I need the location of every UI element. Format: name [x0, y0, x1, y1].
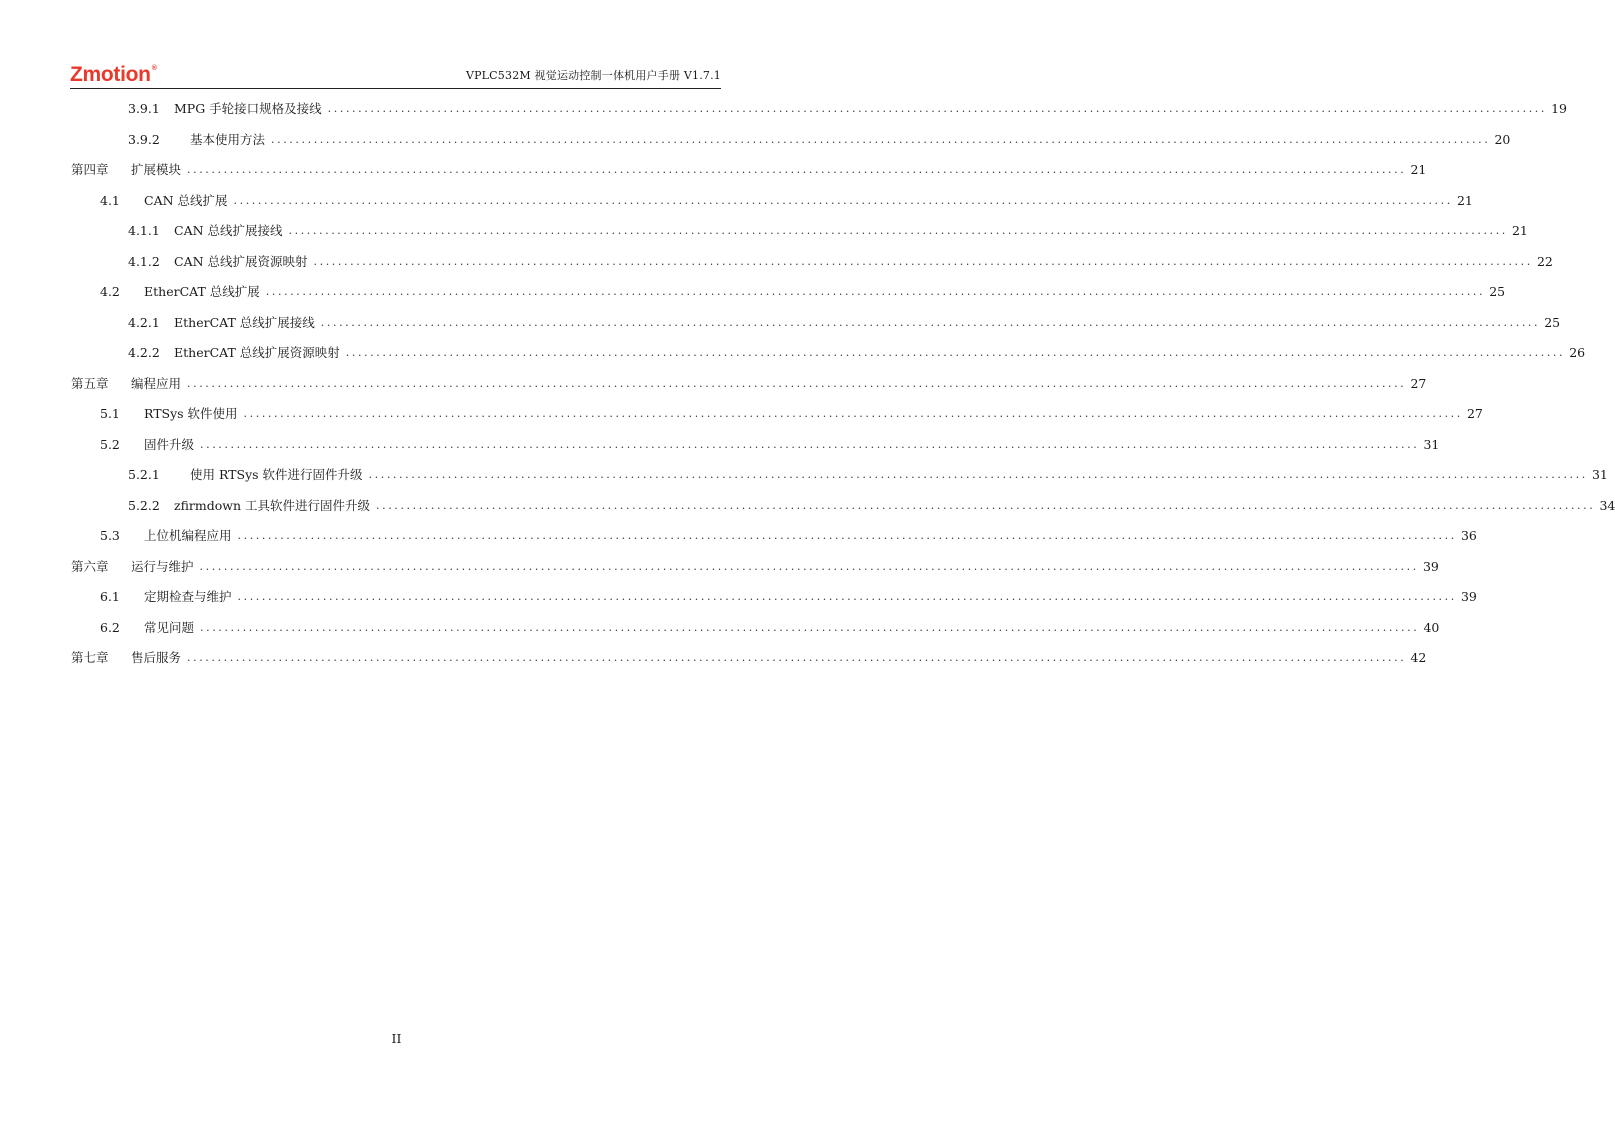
toc-entry[interactable]	[128, 497, 1615, 515]
toc-entry-page: 42	[1410, 650, 1427, 665]
toc-entry-page: 19	[1551, 101, 1567, 116]
toc-entry-title: 运行与维护	[131, 558, 194, 574]
toc-entry-number: 5.2	[100, 436, 120, 452]
page-header	[70, 60, 721, 89]
toc-entry-number: 3.9.2	[128, 131, 160, 147]
toc-entry[interactable]	[71, 649, 1427, 667]
dot-leader: ........................................................................................................................................................................................................	[320, 315, 1541, 329]
toc-entry-page: 31	[1591, 467, 1608, 482]
toc-entry-title: 编程应用	[131, 375, 182, 391]
toc-entry-title: EtherCAT 总线扩展接线	[174, 314, 315, 330]
toc-entry[interactable]	[128, 253, 1553, 271]
zmotion-logo	[70, 60, 157, 87]
toc-entry-title: CAN 总线扩展资源映射	[174, 253, 308, 269]
toc-entry-title: zfirmdown 工具软件进行固件升级	[174, 497, 371, 513]
toc-entry[interactable]	[100, 405, 1483, 423]
toc-entry-page: 22	[1536, 253, 1553, 269]
toc-entry-page: 27	[1410, 375, 1427, 391]
toc-entry-number: 4.1	[100, 192, 120, 208]
dot-leader: ........................................................................................................................................................................................................	[265, 285, 1486, 298]
toc-entry-title: EtherCAT 总线扩展	[144, 284, 260, 299]
toc-entry-page: 25	[1489, 284, 1506, 299]
toc-entry-number: 4.2.2	[128, 345, 160, 360]
dot-leader: ........................................................................................................................................................................................................	[200, 620, 1420, 634]
dot-leader: ........................................................................................................................................................................................................	[368, 468, 1588, 481]
page-number: II	[391, 1031, 402, 1046]
dot-leader: ........................................................................................................................................................................................................	[187, 163, 1407, 176]
toc-entry-title: RTSys 软件使用	[144, 406, 238, 421]
dot-leader: ........................................................................................................................................................................................................	[271, 132, 1491, 146]
toc-entry-page: 34	[1599, 497, 1615, 513]
toc-entry-number: 6.1	[100, 589, 120, 604]
toc-entry[interactable]	[128, 344, 1586, 362]
toc-entry-page: 39	[1422, 558, 1439, 574]
toc-entry[interactable]	[100, 436, 1440, 454]
toc-entry-number: 6.2	[100, 619, 120, 635]
toc-entry[interactable]	[128, 131, 1511, 149]
toc-entry[interactable]	[100, 588, 1477, 606]
toc-entry-title: CAN 总线扩展	[144, 192, 228, 208]
dot-leader: ........................................................................................................................................................................................................	[327, 102, 1547, 115]
toc-entry[interactable]	[100, 619, 1440, 637]
toc-entry-number: 5.1	[100, 406, 120, 421]
toc-entry-page: 40	[1423, 619, 1440, 635]
toc-entry[interactable]	[128, 222, 1528, 240]
toc-entry-title: 上位机编程应用	[144, 528, 232, 543]
toc-entry-title: 定期检查与维护	[144, 589, 232, 604]
toc-entry-number: 4.1.1	[128, 223, 160, 238]
toc-entry-number: 5.2.2	[128, 497, 160, 513]
toc-entry[interactable]	[71, 161, 1427, 179]
document-title: VPLC532M 视觉运动控制一体机用户手册 V1.7.1	[465, 69, 721, 82]
toc-entry-page: 31	[1423, 436, 1440, 452]
toc-entry-title: 固件升级	[144, 436, 195, 452]
registered-mark: ®	[151, 65, 157, 72]
dot-leader: ........................................................................................................................................................................................................	[313, 254, 1533, 268]
toc-entry-title: EtherCAT 总线扩展资源映射	[174, 345, 340, 360]
toc-entry-number: 第五章	[71, 375, 109, 391]
toc-entry-page: 21	[1456, 192, 1473, 208]
dot-leader: ........................................................................................................................................................................................................	[237, 590, 1457, 603]
toc-entry-number: 4.1.2	[128, 253, 160, 269]
toc-entry-number: 第四章	[71, 162, 109, 177]
toc-entry[interactable]	[128, 100, 1567, 118]
toc-entry-title: 扩展模块	[131, 162, 182, 177]
toc-entry-page: 21	[1511, 223, 1528, 238]
toc-entry[interactable]	[100, 192, 1473, 210]
logo-text: Zmotion	[70, 63, 151, 86]
toc-entry-page: 26	[1569, 345, 1586, 360]
dot-leader: ........................................................................................................................................................................................................	[199, 559, 1419, 573]
toc-entry-number: 4.2.1	[128, 314, 160, 330]
dot-leader: ........................................................................................................................................................................................................	[187, 376, 1407, 390]
dot-leader: ........................................................................................................................................................................................................	[376, 498, 1596, 512]
toc-entry-page: 25	[1544, 314, 1561, 330]
toc-entry-number: 5.2.1	[128, 467, 160, 482]
toc-entry-title: MPG 手轮接口规格及接线	[174, 101, 322, 116]
toc-entry-page: 39	[1460, 589, 1477, 604]
toc-entry-title: CAN 总线扩展接线	[174, 223, 283, 238]
dot-leader: ........................................................................................................................................................................................................	[187, 651, 1407, 664]
toc-entry-number: 第六章	[71, 558, 109, 574]
dot-leader: ........................................................................................................................................................................................................	[200, 437, 1420, 451]
dot-leader: ........................................................................................................................................................................................................	[233, 193, 1453, 207]
toc-entry-number: 第七章	[71, 650, 109, 665]
toc-entry[interactable]	[128, 466, 1608, 484]
toc-entry-title: 售后服务	[131, 650, 182, 665]
toc-entry-title: 基本使用方法	[190, 131, 266, 147]
toc-entry-page: 36	[1460, 528, 1477, 543]
toc-entry[interactable]	[71, 558, 1439, 576]
toc-entry-page: 20	[1494, 131, 1511, 147]
dot-leader: ........................................................................................................................................................................................................	[345, 346, 1566, 359]
toc-entry-number: 3.9.1	[128, 101, 160, 116]
dot-leader: ........................................................................................................................................................................................................	[243, 407, 1463, 420]
dot-leader: ........................................................................................................................................................................................................	[237, 529, 1457, 542]
toc-entry[interactable]	[100, 283, 1506, 301]
toc-entry-page: 21	[1410, 162, 1427, 177]
toc-entry-title: 常见问题	[144, 619, 195, 635]
toc-entry-page: 27	[1466, 406, 1483, 421]
toc-entry[interactable]	[128, 314, 1561, 332]
toc-entry[interactable]	[100, 527, 1477, 545]
toc-entry-title: 使用 RTSys 软件进行固件升级	[190, 467, 363, 482]
toc-entry-number: 5.3	[100, 528, 120, 543]
dot-leader: ........................................................................................................................................................................................................	[288, 224, 1508, 237]
toc-entry-number: 4.2	[100, 284, 120, 299]
toc-entry[interactable]	[71, 375, 1427, 393]
